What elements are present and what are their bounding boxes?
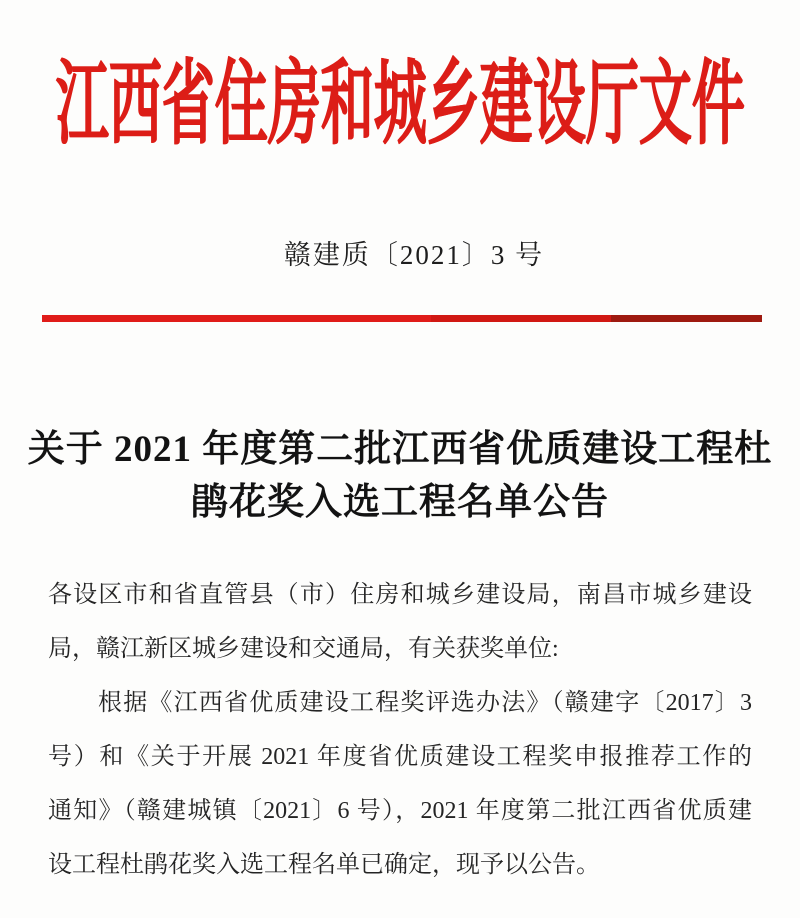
title-line-1: 关于 2021 年度第二批江西省优质建设工程杜 (27, 429, 773, 470)
red-divider-line (42, 315, 762, 322)
body-paragraph-2-line-2: 号）和《关于开展 2021 年度省优质建设工程奖申报推荐工作的 (48, 744, 752, 770)
agency-title: 江西省住房和城乡建设厅文件 (55, 55, 745, 157)
body-paragraph-1-line-2: 局，赣江新区城乡建设和交通局，有关获奖单位: (48, 636, 559, 662)
document-header (0, 48, 800, 157)
document-number: 赣建质〔2021〕3 号 (283, 240, 545, 270)
body-paragraph-1-line-1: 各设区市和省直管县（市）住房和城乡建设局，南昌市城乡建设 (48, 582, 752, 608)
body-paragraph-2-line-4: 设工程杜鹃花奖入选工程名单已确定，现予以公告。 (48, 852, 600, 878)
title-line-2: 鹃花奖入选工程名单公告 (191, 482, 609, 523)
document-body (48, 568, 752, 892)
body-paragraph-2-line-3: 通知》（赣建城镇〔2021〕6 号），2021 年度第二批江西省优质建 (48, 798, 752, 824)
document-title (0, 423, 800, 529)
body-paragraph-2-line-1: 根据《江西省优质建设工程奖评选办法》（赣建字〔2017〕3 (98, 690, 752, 716)
